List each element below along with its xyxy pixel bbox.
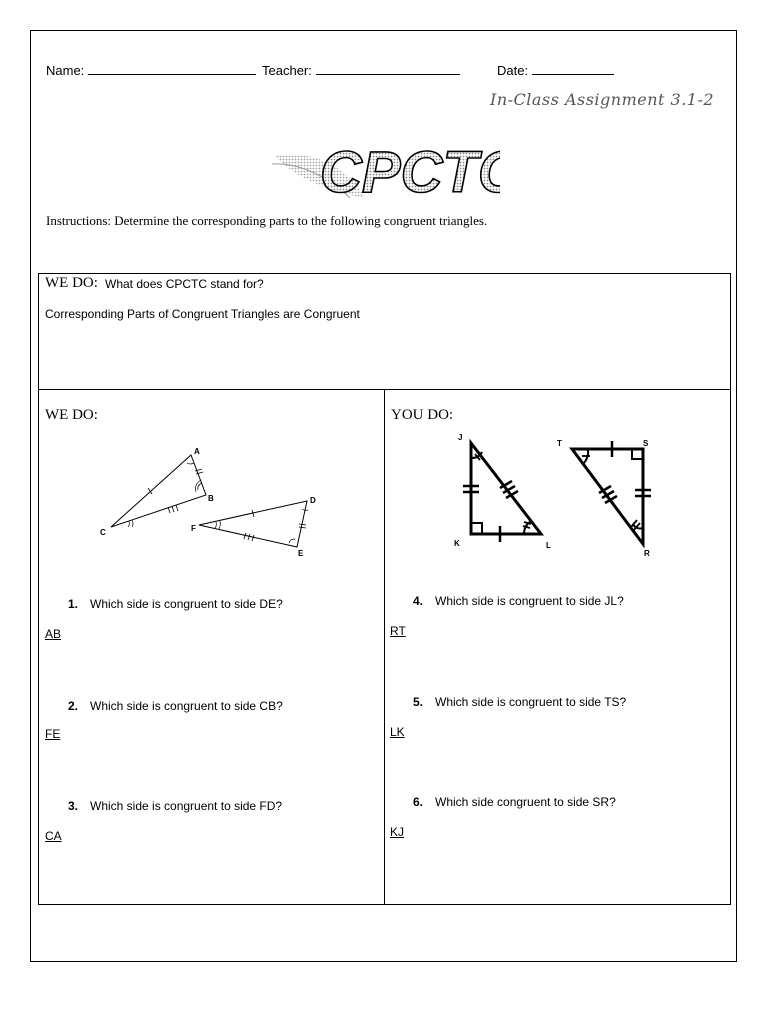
question-1-number: 1.	[68, 597, 79, 611]
question-5-text: Which side is congruent to side TS?	[435, 695, 627, 709]
teacher-field	[262, 62, 460, 78]
we-do-top-label: WE DO:	[45, 275, 98, 291]
question-4-number: 4.	[413, 594, 424, 608]
date-field	[497, 62, 614, 78]
teacher-label: Teacher:	[262, 63, 312, 78]
question-2-text: Which side is congruent to side CB?	[90, 699, 283, 713]
question-5-number: 5.	[413, 695, 424, 709]
question-5	[413, 695, 626, 709]
vertex-c: C	[100, 528, 106, 537]
answer-2[interactable]: FE	[45, 727, 61, 741]
we-do-label: WE DO:	[45, 407, 98, 423]
name-label: Name:	[46, 63, 85, 78]
vertex-b: B	[208, 494, 214, 503]
question-3	[68, 799, 282, 813]
vertex-t: T	[557, 439, 562, 448]
name-blank[interactable]	[88, 62, 256, 75]
answer-4[interactable]: RT	[390, 624, 406, 638]
question-4	[413, 594, 624, 608]
vertex-a: A	[194, 447, 200, 456]
vertex-d: D	[310, 496, 316, 505]
question-6-number: 6.	[413, 795, 424, 809]
vertex-l: L	[546, 541, 551, 550]
instructions	[46, 213, 487, 229]
date-label: Date:	[497, 63, 529, 78]
question-2-number: 2.	[68, 699, 79, 713]
vertex-f: F	[191, 524, 196, 533]
teacher-blank[interactable]	[316, 62, 460, 75]
answer-5[interactable]: LK	[390, 725, 405, 739]
name-field	[46, 62, 256, 78]
you-do-label: YOU DO:	[391, 407, 454, 423]
answer-6[interactable]: KJ	[390, 825, 405, 839]
column-divider	[384, 389, 385, 904]
question-3-number: 3.	[68, 799, 79, 813]
we-do-top-answer: Corresponding Parts of Congruent Triangles are Congruent	[45, 307, 360, 321]
vertex-r: R	[644, 549, 650, 558]
question-1-text: Which side is congruent to side DE?	[90, 597, 283, 611]
we-do-top-cell	[39, 274, 730, 390]
question-6	[413, 795, 616, 809]
question-6-text: Which side congruent to side SR?	[435, 795, 616, 809]
we-do-triangles-diagram	[94, 439, 324, 559]
question-4-text: Which side is congruent to side JL?	[435, 594, 624, 608]
logo-text: CPCTC	[320, 140, 500, 205]
question-2	[68, 699, 283, 713]
vertex-s: S	[643, 439, 649, 448]
date-blank[interactable]	[532, 62, 614, 75]
vertex-e: E	[298, 549, 304, 558]
you-do-triangles-diagram	[444, 426, 674, 561]
question-3-text: Which side is congruent to side FD?	[90, 799, 283, 813]
instructions-label: Instructions:	[46, 213, 111, 228]
we-do-top-question: What does CPCTC stand for?	[105, 277, 264, 291]
assignment-title: In-Class Assignment 3.1-2	[490, 90, 715, 109]
vertex-j: J	[458, 433, 463, 442]
vertex-k: K	[454, 539, 460, 548]
activity-table	[38, 273, 731, 905]
instructions-text: Determine the corresponding parts to the following congruent triangles.	[114, 213, 488, 228]
question-1	[68, 597, 283, 611]
answer-3[interactable]: CA	[45, 829, 62, 843]
cpctc-logo	[270, 128, 500, 213]
answer-1[interactable]: AB	[45, 627, 62, 641]
